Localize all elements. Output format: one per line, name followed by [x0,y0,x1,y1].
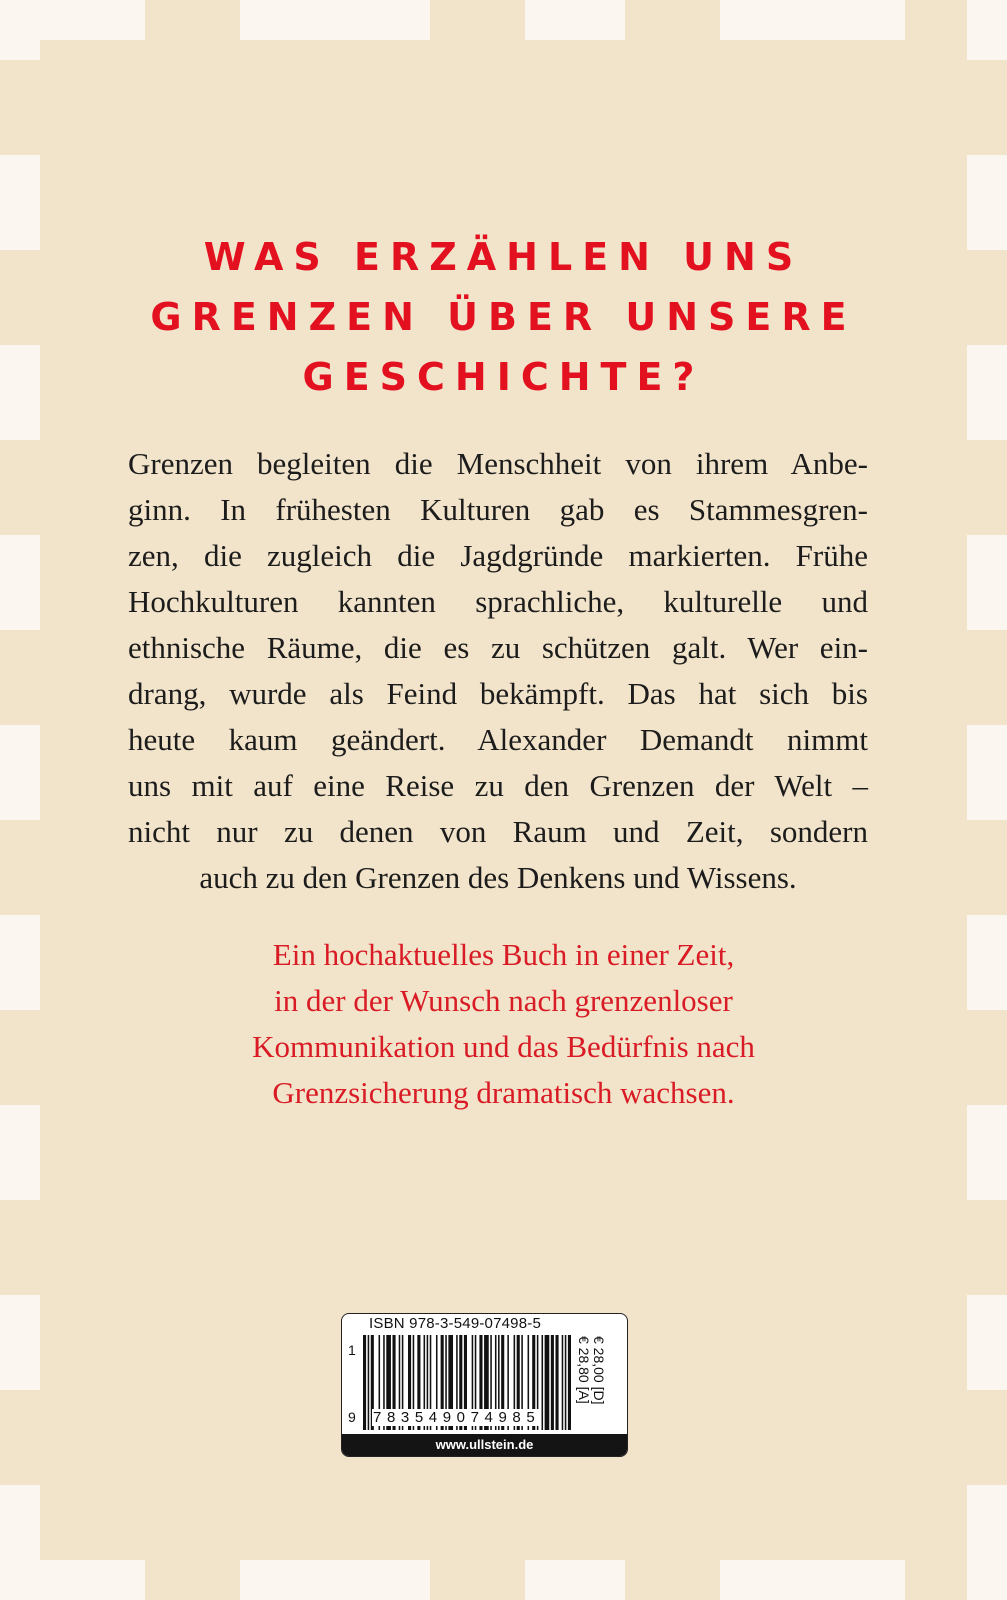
headline-line: GESCHICHTE? [302,355,705,399]
barcode-stripe [562,1335,564,1430]
publisher-website: www.ullstein.de [342,1434,627,1456]
blurb-line: nicht nur zu denen von Raum und Zeit, sondern [128,814,868,849]
blurb-line: drang, wurde als Feind bekämpft. Das hat sich bis [128,676,868,711]
tagline-line: Grenzsicherung dramatisch wachsen. [272,1075,735,1110]
tagline-line: in der der Wunsch nach grenzenloser [274,983,733,1018]
tagline [150,932,857,1116]
blurb-line: Hochkulturen kannten sprachliche, kulturelle und [128,584,868,619]
blurb-line: ethnische Räume, die es zu schützen galt. Wer ein- [128,630,868,665]
barcode-stripe [555,1335,558,1430]
blurb-line: uns mit auf eine Reise zu den Grenzen der Welt – [128,768,868,803]
tagline-line: Ein hochaktuelles Buch in einer Zeit, [272,937,735,972]
barcode-stripe [363,1335,366,1430]
barcode-stripe [568,1335,571,1430]
isbn-number: ISBN 978-3-549-07498-5 [369,1315,542,1332]
barcode-label [341,1313,628,1457]
barcode-digits: 783549074985 [373,1409,541,1426]
tagline-line: Kommunikation und das Bedürfnis nach [252,1029,755,1064]
barcode-stripe [551,1335,554,1430]
blurb-text [128,441,868,901]
barcode-stripe [545,1335,550,1430]
blurb-line: heute kaum geändert. Alexander Demandt nimmt [128,722,868,757]
price-germany: € 28,00 [D] [591,1336,607,1405]
headline [60,227,947,407]
headline-line: GRENZEN ÜBER UNSERE [150,295,857,339]
barcode-tail-digit: 9 [348,1409,356,1425]
headline-line: WAS ERZÄHLEN UNS [203,235,804,279]
blurb-line: zen, die zugleich die Jagdgründe markierten. Frühe [128,538,868,573]
barcode-stripe [368,1335,370,1430]
blurb-line: Grenzen begleiten die Menschheit von ihrem Anbe- [128,446,868,481]
blurb-line: ginn. In frühesten Kulturen gab es Stammesgren- [128,492,868,527]
price-austria: € 28,80 [A] [576,1336,592,1404]
barcode-lead-digit: 1 [348,1342,356,1358]
barcode-stripe [542,1335,544,1430]
barcode-stripe [565,1335,567,1430]
blurb-line: auch zu den Grenzen des Denkens und Wissens. [199,860,797,895]
price-block [578,1336,608,1432]
